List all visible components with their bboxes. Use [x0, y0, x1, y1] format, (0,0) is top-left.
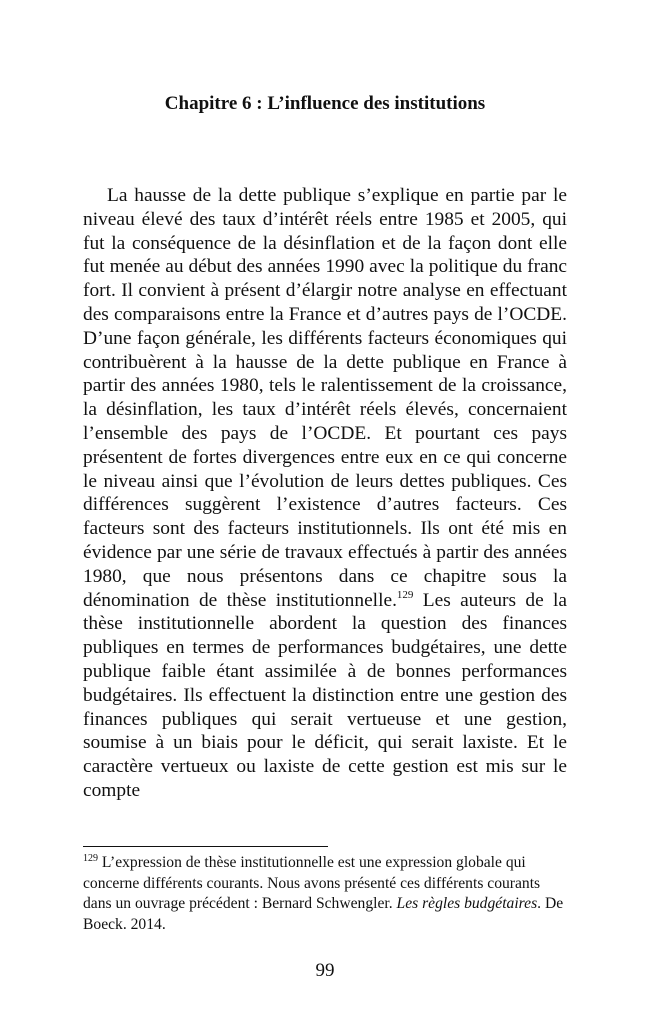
- footnote-number: 129: [83, 853, 98, 864]
- footnote-text: L’expression de thèse institutionnelle est une expression globale qui concerne différents courants. Nous avons présenté ces différents courants dans un ouvrage précédent : Bernard Schwengler.: [83, 854, 541, 912]
- chapter-title: Chapitre 6 : L’influence des institutions: [164, 93, 486, 114]
- footnote: [83, 853, 567, 935]
- footnote-book-title: Les règles budgétaires: [396, 895, 538, 912]
- paragraph-text-continued: Les auteurs de la thèse institutionnelle abordent la question des finances publiques en termes de performances budgétaires, une dette publique faible étant assimilée à de bonnes performances budgétaires. Ils effectuent la distinction entre une gestion des finances publiques qui serait vertueuse et une gestion, soumise à un biais pour le déficit, qui serait laxiste. Et le caractère vertueux ou laxiste de cette gestion est mis sur le compte: [83, 589, 567, 801]
- page-number: 99: [315, 960, 335, 981]
- footnote-separator: [83, 846, 328, 847]
- footnote-reference[interactable]: 129: [396, 588, 414, 601]
- footnote-publisher: . De Boeck. 2014.: [83, 895, 564, 933]
- paragraph-text: La hausse de la dette publique s’explique en partie par le niveau élevé des taux d’intérêt réels entre 1985 et 2005, qui fut la conséquence de la désinflation et de la façon dont elle fut menée au début des années 1990 avec la politique du franc fort. Il convient à présent d’élargir notre analyse en effectuant des comparaisons entre la France et d’autres pays de l’OCDE. D’une façon générale, les différents facteurs économiques qui contribuèrent à la hausse de la dette publique en France à partir des années 1980, tels le ralentissement de la croissance, la désinflation, les taux d’intérêt réels élevés, concernaient l’ensemble des pays de l’OCDE. Et pourtant ces pays présentent de fortes divergences entre eux en ce qui concerne le niveau ainsi que l’évolution de leurs dettes publiques. Ces différences suggèrent l’existence d’autres facteurs. Ces facteurs sont des facteurs institutionnels. Ils ont été mis en évidence par une série de travaux effectués à partir des années 1980, que nous présentons dans ce chapitre sous la dénomination de thèse institutionnelle.: [83, 185, 567, 611]
- body-paragraph: [83, 184, 567, 803]
